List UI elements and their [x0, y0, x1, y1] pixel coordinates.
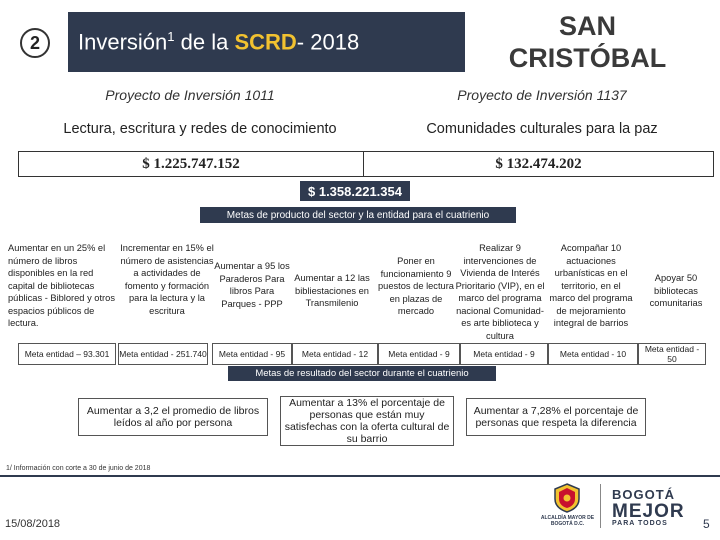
- meta-entidad-asistencias: Meta entidad - 251.740: [118, 343, 208, 365]
- goal-comunitarias-text: Apoyar 50 bibliotecas comunitarias: [649, 273, 703, 308]
- meta-entidad-vip: Meta entidad - 9: [460, 343, 548, 365]
- goal-vip-text: Realizar 9 intervenciones de Vivienda de Interés Prioritario (VIP), en el marco del programa nacional Comunidad-es arte biblioteca y cultura: [455, 243, 545, 341]
- goal-paraderos-text: Aumentar a 95 los Paraderos Para libros Para Parques - PPP: [214, 261, 290, 309]
- page-title: Inversión$^1$ de la SCRD- 2018: [78, 28, 360, 55]
- logo-divider: [600, 484, 601, 528]
- total-investment: $ 1.358.221.354: [300, 181, 410, 201]
- meta-entidad-actuaciones: Meta entidad - 10: [548, 343, 638, 365]
- metas-resultado-label: Metas de resultado del sector durante el cuatrienio: [228, 366, 496, 381]
- meta-entidad-paraderos: Meta entidad - 95: [212, 343, 292, 365]
- bogota-crest-icon: [552, 483, 582, 513]
- project-1011-name: Lectura, escritura y redes de conocimiento: [63, 121, 337, 137]
- result-libros-leidos: Aumentar a 3,2 el promedio de libros leídos al año por persona: [78, 398, 268, 436]
- result-satisfaccion: Aumentar a 13% el porcentaje de personas que están muy satisfechas con la oferta cultural de su barrio: [280, 396, 454, 446]
- project-1011-header: Proyecto de Inversión 1011: [105, 87, 275, 103]
- project-1137-amount: $ 132.474.202: [363, 151, 714, 177]
- page-number: 5: [703, 517, 710, 531]
- alcaldia-label: ALCALDÍA MAYOR DE BOGOTÁ D.C.: [540, 515, 595, 527]
- project-1137-name: Comunidades culturales para la paz: [426, 121, 658, 137]
- project-1011-amount: $ 1.225.747.152: [18, 151, 364, 177]
- meta-entidad-bibliestaciones: Meta entidad - 12: [292, 343, 378, 365]
- footer-date: 15/08/2018: [5, 518, 61, 530]
- goal-asistencias-text: Incrementar en 15% el número de asistencias a actividades de fomento y formación para la lectura y la escritura: [120, 243, 214, 316]
- goal-bibliestaciones-text: Aumentar a 12 las bibliestaciones en Transmilenio: [294, 273, 370, 308]
- title-bar: [68, 12, 465, 72]
- meta-entidad-puestos: Meta entidad - 9: [378, 343, 460, 365]
- metas-producto-label: Metas de producto del sector y la entidad para el cuatrienio: [200, 207, 516, 223]
- goal-libros-text: Aumentar en un 25% el número de libros disponibles en la red capital de bibliotecas públicas - Biblored y otros espacios públicos de lectura.: [8, 243, 115, 328]
- result-diferencia: Aumentar a 7,28% el porcentaje de personas que respeta la diferencia: [466, 398, 646, 436]
- locality-title: SAN CRISTÓBAL: [508, 11, 667, 73]
- bogota-mejor-logo: BOGOTÁ MEJOR PARA TODOS: [612, 487, 685, 527]
- footer-divider: [0, 475, 720, 477]
- meta-entidad-comunitarias: Meta entidad - 50: [638, 343, 706, 365]
- goal-puestos-lectura-text: Poner en funcionamiento 9 puestos de lectura en plazas de mercado: [378, 256, 454, 316]
- meta-entidad-libros: Meta entidad – 93.301: [18, 343, 116, 365]
- footnote: 1/ Información con corte a 30 de junio de 2018: [6, 465, 151, 472]
- step-number-badge: 2: [20, 28, 50, 58]
- project-1137-header: Proyecto de Inversión 1137: [457, 87, 627, 103]
- goal-actuaciones-text: Acompañar 10 actuaciones urbanísticas en el territorio, en el marco del programa de mejoramiento integral de barrios: [549, 243, 633, 328]
